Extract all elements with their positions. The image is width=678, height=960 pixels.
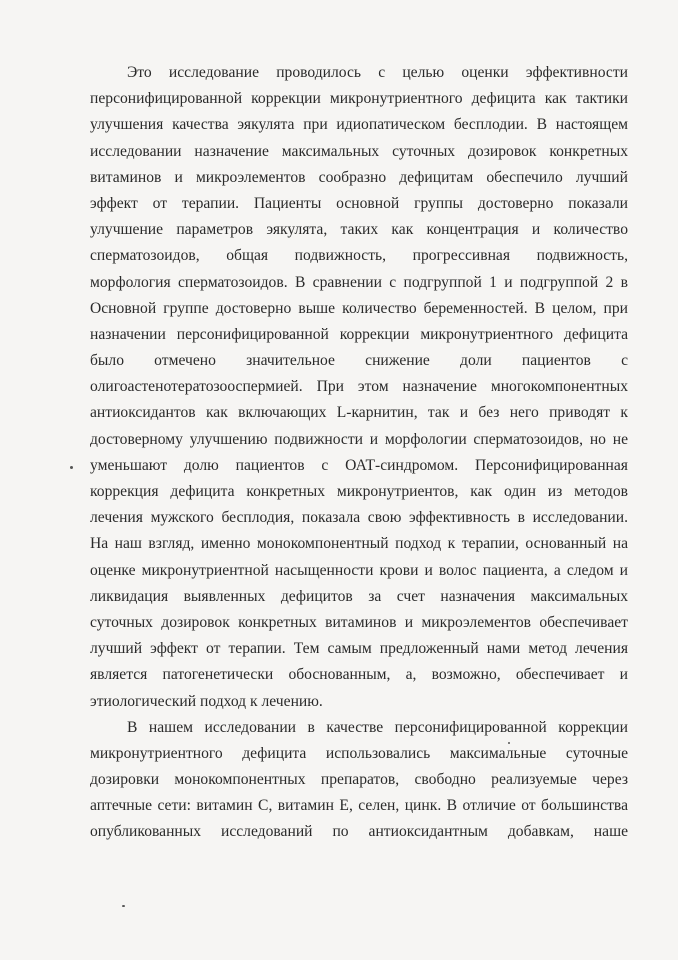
document-body — [90, 60, 628, 846]
paragraph-2 — [90, 715, 628, 846]
text-line: исследовании назначение максимальных суточных дозировок конкретных — [90, 142, 628, 160]
text-line: антиоксидантов как включающих L-карнитин, так и без него приводят к — [90, 404, 628, 422]
text-line: В нашем исследовании в качестве персонифицированной коррекции — [127, 718, 628, 736]
text-line: улучшение параметров эякулята, таких как концентрация и количество — [90, 221, 628, 239]
text-line: коррекция дефицита конкретных микронутриентов, как один из методов — [90, 483, 628, 500]
text-line: олигоастенотератозооспермией. При этом назначение многокомпонентных — [90, 378, 628, 396]
scan-speck — [508, 742, 510, 744]
text-line: было отмечено значительное снижение доли пациентов с — [90, 352, 628, 370]
text-line: дозировки монокомпонентных препаратов, свободно реализуемые через — [90, 771, 628, 789]
text-line: сперматозоидов, общая подвижность, прогрессивная подвижность, — [90, 247, 628, 265]
text-line: назначении персонифицированной коррекции микронутриентного дефицита — [90, 325, 628, 343]
text-line: суточных дозировок конкретных витаминов и микроэлементов обеспечивает — [90, 613, 628, 631]
text-line: Основной группе достоверно выше количество беременностей. В целом, при — [90, 299, 628, 317]
text-line: является патогенетически обоснованным, а, возможно, обеспечивает и — [90, 666, 628, 684]
scan-speck — [70, 466, 73, 469]
text-line: витаминов и микроэлементов сообразно дефицитам обеспечило лучший — [90, 168, 628, 186]
text-line: лучший эффект от терапии. Тем самым предложенный нами метод лечения — [90, 640, 628, 658]
scan-speck — [122, 905, 125, 907]
text-line: оценке микронутриентной насыщенности крови и волос пациента, а следом и — [90, 561, 628, 579]
text-line: морфология сперматозоидов. В сравнении с подгруппой 1 и подгруппой 2 в — [90, 273, 628, 291]
text-line: опубликованных исследований по антиоксидантным добавкам, наше — [90, 823, 628, 841]
text-line: микронутриентного дефицита использовались максимальные суточные — [90, 744, 628, 762]
text-line: эффект от терапии. Пациенты основной группы достоверно показали — [90, 194, 628, 212]
text-line: персонифицированной коррекции микронутриентного дефицита как тактики — [90, 90, 628, 108]
text-line: лечения мужского бесплодия, показала свою эффективность в исследовании. — [90, 509, 628, 527]
text-line: этиологический подход к лечению. — [90, 692, 323, 710]
text-line: достоверному улучшению подвижности и морфологии сперматозоидов, но не — [90, 430, 628, 448]
paragraph-1 — [90, 60, 628, 715]
text-line: уменьшают долю пациентов с ОАТ-синдромом. Персонифицированная — [90, 456, 628, 474]
text-line: аптечные сети: витамин С, витамин Е, селен, цинк. В отличие от большинства — [90, 797, 628, 815]
text-line: ликвидация выявленных дефицитов за счет назначения максимальных — [90, 587, 628, 605]
text-line: На наш взгляд, именно монокомпонентный подход к терапии, основанный на — [90, 535, 628, 553]
text-line: Это исследование проводилось с целью оценки эффективности — [127, 64, 628, 81]
text-line: улучшения качества эякулята при идиопатическом бесплодии. В настоящем — [90, 116, 628, 134]
